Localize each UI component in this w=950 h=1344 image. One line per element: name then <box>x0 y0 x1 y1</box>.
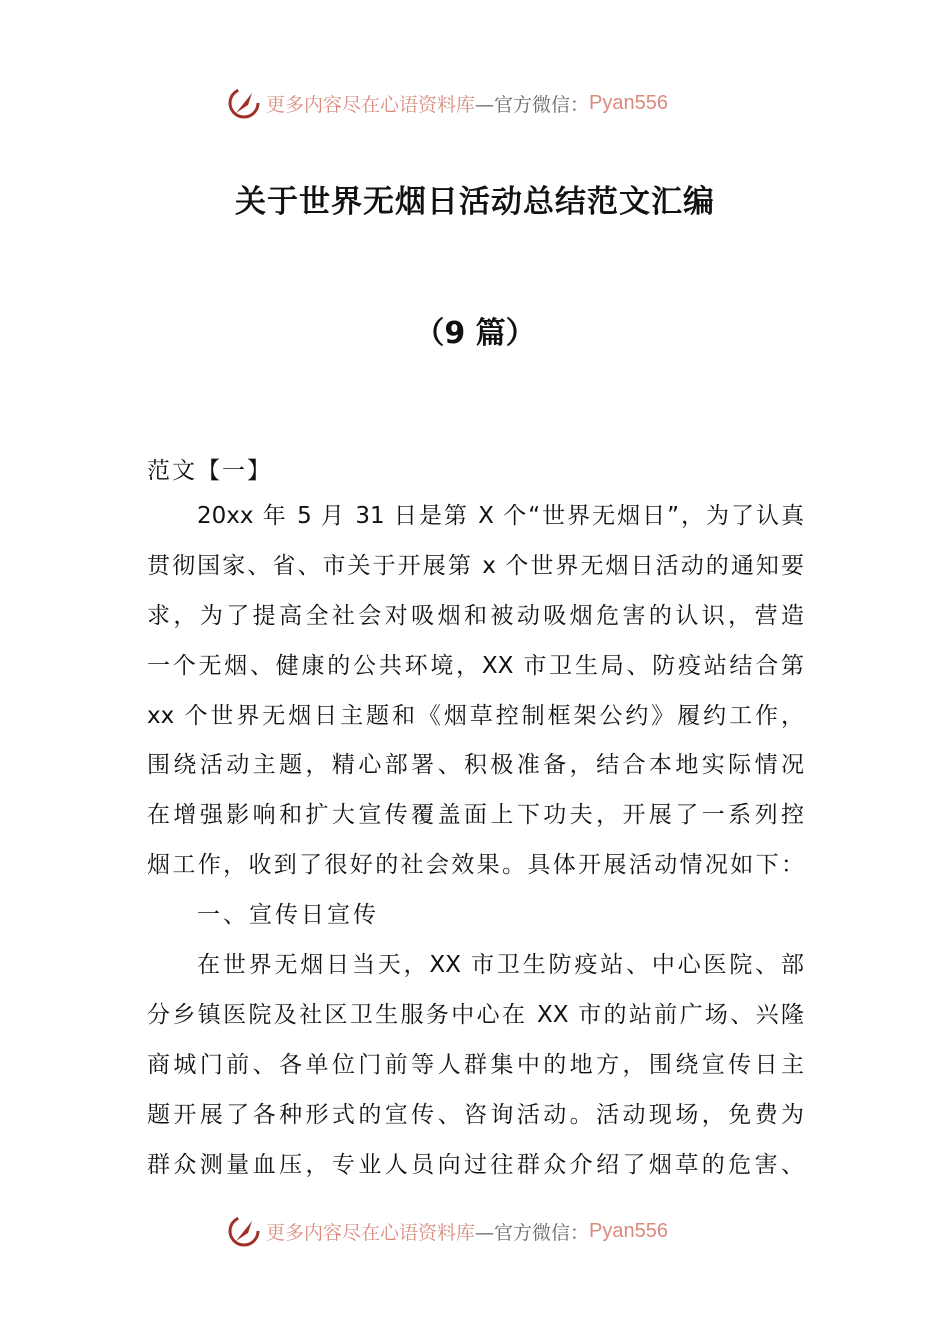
document-subtitle: （9 篇） <box>414 316 536 351</box>
body-text <box>147 492 804 1190</box>
paragraph-line: 在世界无烟日当天，XX 市卫生防疫站、中心医院、部 <box>197 952 804 979</box>
paragraph-line: 20xx 年 5 月 31 日是第 X 个“世界无烟日”，为了认真 <box>197 503 804 529</box>
paragraph-line: 一个无烟、健康的公共环境，XX 市卫生局、防疫站结合第 <box>147 652 804 679</box>
paragraph-line: 题开展了各种形式的宣传、咨询活动。活动现场，免费为 <box>147 1101 804 1128</box>
paragraph-line: 围绕活动主题，精心部署、积极准备，结合本地实际情况 <box>147 752 804 779</box>
paragraph-line: 分乡镇医院及社区卫生服务中心在 XX 市的站前广场、兴隆 <box>147 1001 804 1028</box>
header-watermark-banner <box>226 83 726 123</box>
banner-wechat-id: Pyan556 <box>589 1219 668 1242</box>
paragraph-line: xx 个世界无烟日主题和《烟草控制框架公约》履约工作， <box>147 702 804 729</box>
paragraph-line: 群众测量血压，专业人员向过往群众介绍了烟草的危害、 <box>147 1151 804 1178</box>
quill-logo-icon <box>226 85 262 121</box>
subheading: 一、宣传日宣传 <box>197 902 379 929</box>
banner-text: 更多内容尽在心语资料库 <box>266 93 476 116</box>
banner-text: 更多内容尽在心语资料库 <box>266 1221 476 1244</box>
document-title: 关于世界无烟日活动总结范文汇编 <box>235 184 715 220</box>
paragraph-line: 贯彻国家、省、市关于开展第 x 个世界无烟日活动的通知要 <box>147 552 804 579</box>
footer-watermark-banner <box>226 1211 726 1251</box>
paragraph-line: 求，为了提高全社会对吸烟和被动吸烟危害的认识，营造 <box>147 602 804 629</box>
section-label: 范文【一】 <box>147 458 272 484</box>
paragraph-line: 烟工作，收到了很好的社会效果。具体开展活动情况如下： <box>147 852 804 879</box>
banner-wechat-label: —官方微信： <box>475 1221 590 1244</box>
banner-wechat-id: Pyan556 <box>589 91 668 114</box>
paragraph-line: 商城门前、各单位门前等人群集中的地方，围绕宣传日主 <box>147 1051 804 1078</box>
quill-logo-icon <box>226 1213 262 1249</box>
paragraph-line: 在增强影响和扩大宣传覆盖面上下功夫，开展了一系列控 <box>147 802 804 829</box>
banner-wechat-label: —官方微信： <box>475 93 590 116</box>
